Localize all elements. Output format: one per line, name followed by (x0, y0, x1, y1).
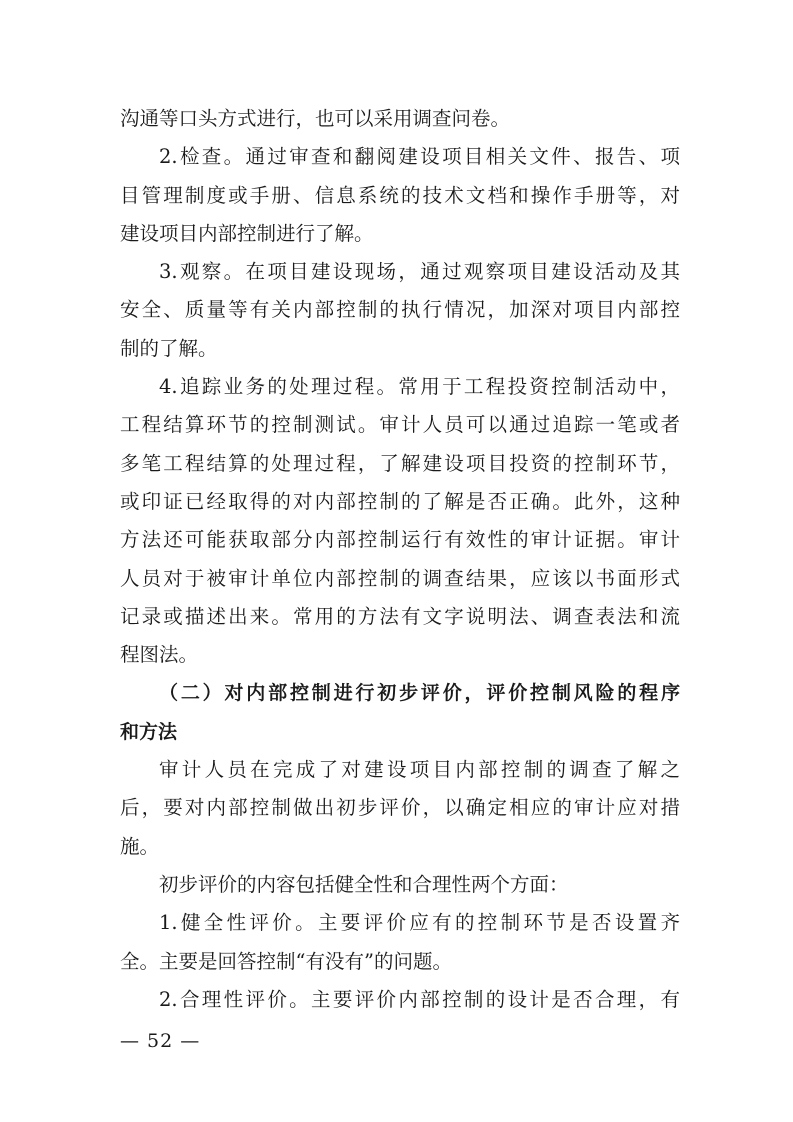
heading-line: （二）对内部控制进行初步评价，评价控制风险的程序 (159, 682, 680, 705)
paragraph (120, 100, 680, 138)
paragraph-preliminary-evaluation (120, 751, 680, 866)
text-line: 目管理制度或手册、信息系统的技术文档和操作手册等，对 (120, 183, 680, 207)
text-line: 沟通等口头方式进行，也可以采用调查问卷。 (120, 107, 511, 130)
page-number: — 52 — (120, 1030, 201, 1052)
text-line: 3.观察。在项目建设现场，通过观察项目建设活动及其 (159, 260, 680, 284)
text-line: 程图法。 (120, 643, 199, 667)
paragraph-completeness (120, 904, 680, 981)
text-line: 2.合理性评价。主要评价内部控制的设计是否合理，有 (159, 987, 680, 1011)
text-line: 人员对于被审计单位内部控制的调查结果，应该以书面形式 (120, 566, 680, 590)
text-line: 工程结算环节的控制测试。审计人员可以通过追踪一笔或者 (120, 413, 680, 437)
section-heading (120, 674, 680, 751)
text-line: 安全、质量等有关内部控制的执行情况，加深对项目内部控 (120, 298, 680, 322)
body-text (120, 100, 680, 1019)
text-line: 后，要对内部控制做出初步评价，以确定相应的审计应对措 (120, 796, 680, 820)
paragraph-observation (120, 253, 680, 368)
text-line: 初步评价的内容包括健全性和合理性两个方面： (159, 872, 569, 896)
text-line: 方法还可能获取部分内部控制运行有效性的审计证据。审计 (120, 528, 680, 552)
text-line: 4.追踪业务的处理过程。常用于工程投资控制活动中， (159, 375, 680, 399)
paragraph-rationality (120, 981, 680, 1019)
text-line: 多笔工程结算的处理过程，了解建设项目投资的控制环节， (120, 451, 680, 475)
paragraph-evaluation-content (120, 866, 680, 904)
paragraph-inspection (120, 138, 680, 253)
heading-line: 和方法 (120, 720, 178, 743)
text-line: 制的了解。 (120, 336, 218, 360)
text-line: 施。 (120, 834, 160, 858)
text-line: 建设项目内部控制进行了解。 (120, 221, 374, 245)
text-line: 审计人员在完成了对建设项目内部控制的调查了解之 (159, 758, 680, 782)
text-line: 1.健全性评价。主要评价应有的控制环节是否设置齐 (159, 911, 680, 935)
text-line: 2.检查。通过审查和翻阅建设项目相关文件、报告、项 (159, 145, 680, 169)
paragraph-tracing (120, 368, 680, 674)
text-line: 或印证已经取得的对内部控制的了解是否正确。此外，这种 (120, 489, 680, 513)
text-line: 全。主要是回答控制“有没有”的问题。 (120, 949, 452, 973)
text-line: 记录或描述出来。常用的方法有文字说明法、调查表法和流 (120, 604, 680, 628)
